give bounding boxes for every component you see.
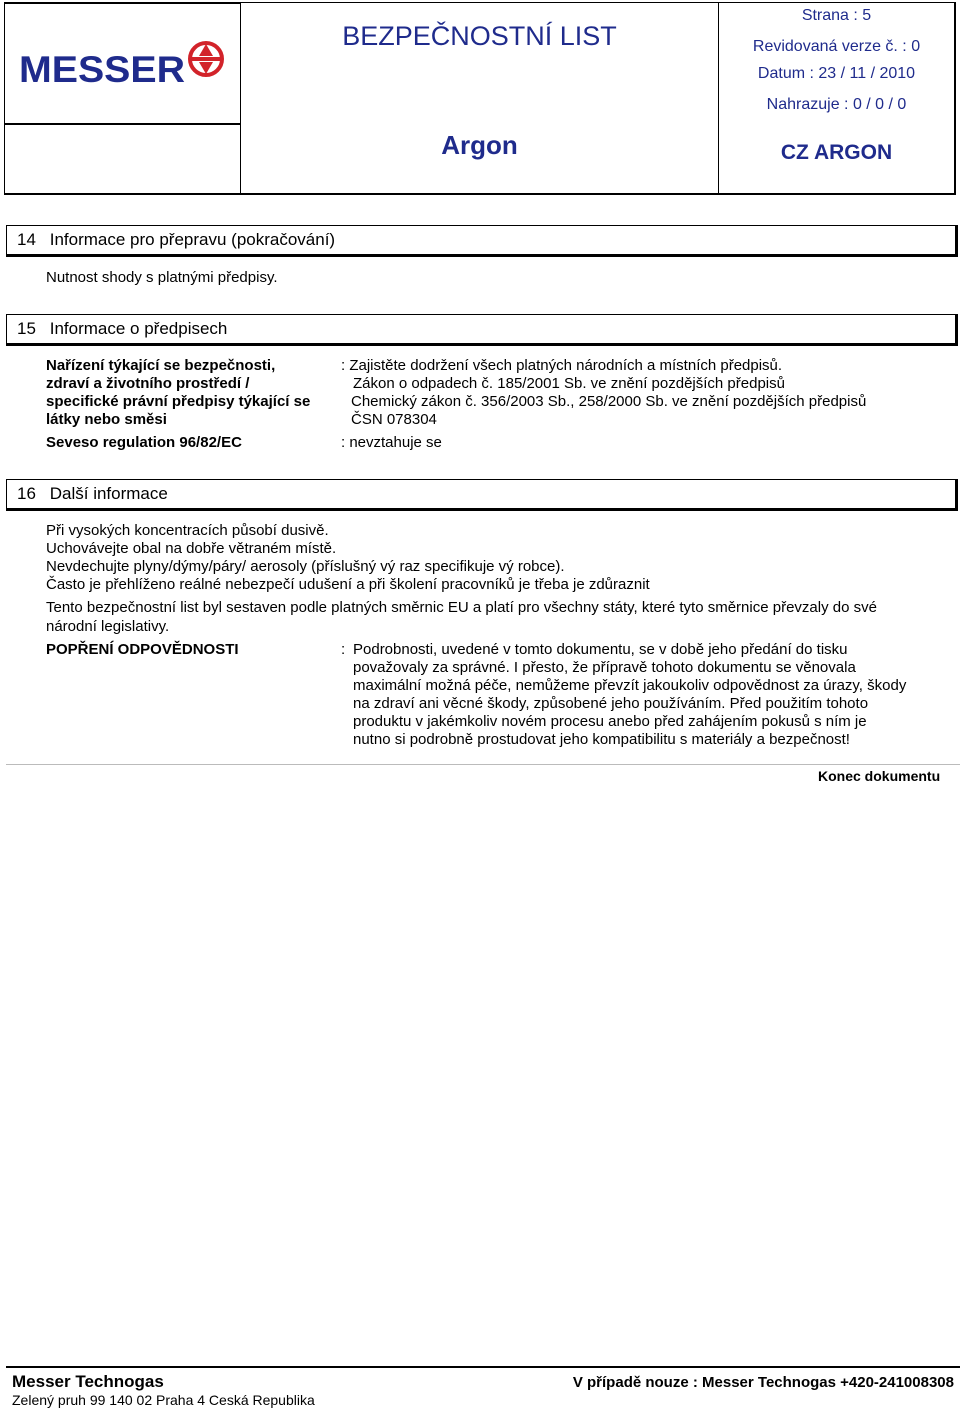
section-14-header xyxy=(6,225,958,257)
eu-directive-line: národní legislativy. xyxy=(46,618,170,635)
title-box xyxy=(240,2,720,195)
product-name: Argon xyxy=(441,130,518,160)
product-code: CZ ARGON xyxy=(780,141,893,164)
regulation-value-line: Zákon o odpadech č. 185/2001 Sb. ve znění pozdějších předpisů xyxy=(353,375,785,392)
disclaimer-line: nutno si podrobně prostudovat jeho kompatibilitu s materiály a bezpečnost! xyxy=(353,731,850,748)
supersedes: Nahrazuje : 0 / 0 / 0 xyxy=(766,96,907,113)
meta-box xyxy=(718,2,956,195)
footer-emergency-contact: V případě nouze : Messer Technogas +420-241008308 xyxy=(572,1374,954,1391)
logo-text: MESSER xyxy=(19,49,185,90)
regulation-value-line: ČSN 078304 xyxy=(351,411,437,428)
revision-version: Revidovaná verze č. : 0 xyxy=(752,38,921,55)
footer-address: Zelený pruh 99 140 02 Praha 4 Ceská Republika xyxy=(12,1392,315,1408)
info-line: Při vysokých koncentracích působí dusivě. xyxy=(46,522,329,539)
regulation-label-line: látky nebo směsi xyxy=(46,411,167,428)
page-number: Strana : 5 xyxy=(801,7,872,24)
messer-logo xyxy=(5,4,241,122)
info-line: Často je přehlíženo reálné nebezpečí udušení a při školení pracovníků je třeba je zdůraznit xyxy=(46,576,650,593)
disclaimer-line: produktu v jakémkoliv novém procesu anebo před zahájením pokusů s ním je xyxy=(353,713,867,730)
disclaimer-line: maximální možná péče, nemůžeme převzít jakoukoliv odpovědnost za úrazy, škody xyxy=(353,677,907,694)
seveso-value: : nevztahuje se xyxy=(341,434,442,451)
disclaimer-line: na zdraví ani věcné škody, způsobené jeho používáním. Před použitím tohoto xyxy=(353,695,869,712)
end-divider xyxy=(6,764,960,765)
disclaimer-colon: : xyxy=(341,641,346,658)
section-title: Informace pro přepravu (pokračování) xyxy=(49,230,336,249)
regulation-label-line: zdraví a životního prostředí / xyxy=(46,375,250,392)
disclaimer-line: Podrobnosti, uvedené v tomto dokumentu, se v době jeho předání do tisku xyxy=(353,641,848,658)
disclaimer-label: POPŘENÍ ODPOVĚDNOSTI xyxy=(46,641,239,658)
revision-date: Datum : 23 / 11 / 2010 xyxy=(757,65,916,82)
footer-divider xyxy=(6,1366,960,1368)
header-spacer xyxy=(4,123,244,195)
section-number: 15 xyxy=(17,319,36,338)
footer-company: Messer Technogas xyxy=(12,1372,164,1391)
regulation-value-line: : Zajistěte dodržení všech platných národních a místních předpisů. xyxy=(341,357,783,374)
info-line: Uchovávejte obal na dobře větraném místě. xyxy=(46,540,337,557)
disclaimer-line: považovaly za správné. I přesto, že přípravě tohoto dokumentu se věnovala xyxy=(353,659,856,676)
section-14-text: Nutnost shody s platnými předpisy. xyxy=(46,269,278,286)
seveso-label: Seveso regulation 96/82/EC xyxy=(46,434,242,451)
section-title: Informace o předpisech xyxy=(49,319,228,338)
info-line: Nevdechujte plyny/dýmy/páry/ aerosoly (příslušný vý raz specifikuje vý robce). xyxy=(46,558,565,575)
section-15-header xyxy=(6,314,958,346)
end-of-document: Konec dokumentu xyxy=(818,768,941,784)
regulation-label-line: Nařízení týkající se bezpečnosti, xyxy=(46,357,276,374)
regulation-label-line: specifické právní předpisy týkající se xyxy=(46,393,311,410)
section-number: 14 xyxy=(17,230,36,249)
section-number: 16 xyxy=(17,484,36,503)
document-title: BEZPEČNOSTNÍ LIST xyxy=(342,21,617,51)
regulation-value-line: Chemický zákon č. 356/2003 Sb., 258/2000 Sb. ve znění pozdějších předpisů xyxy=(351,393,867,410)
section-title: Další informace xyxy=(49,484,168,503)
section-16-header xyxy=(6,479,958,511)
eu-directive-line: Tento bezpečnostní list byl sestaven podle platných směrnic EU a platí pro všechny státy, které tyto směrnice převzaly do své xyxy=(46,599,877,616)
logo-box xyxy=(4,2,244,125)
